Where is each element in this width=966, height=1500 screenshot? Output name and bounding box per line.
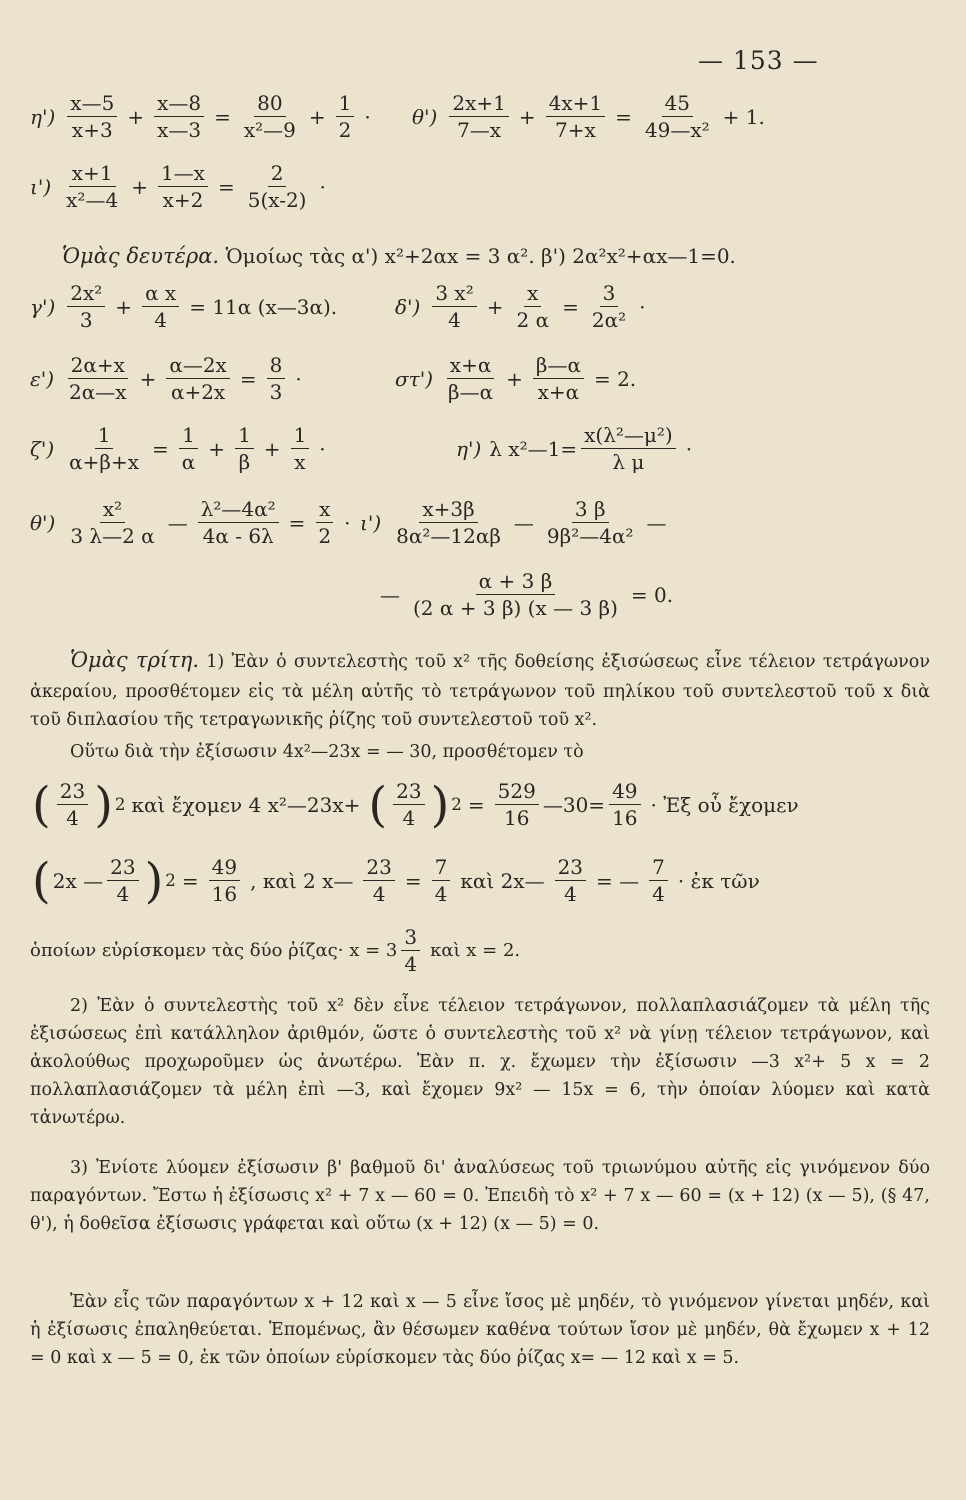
fraction: 23 4 bbox=[393, 780, 424, 829]
equation-gamma: γ') 2x² 3 + $\frac{\text{α x}}{4}$ = 11α (x—3α). bbox=[30, 281, 338, 332]
fraction: $\frac{1}{x}$ bbox=[291, 424, 310, 473]
paragraph-2: 2) Ἐὰν ὁ συντελεστὴς τοῦ x² δὲν εἶνε τέλειον τετράγωνον, πολλαπλασιάζομεν τὰ μέλη τῆς ἐξισώσεως ἐπὶ κατάλληλον ἀριθμόν, ὥστε ὁ συντελεστὴς τοῦ x² νὰ γίνῃ τέλειον τετράγωνον, καὶ ἀκολούθως προχωροῦμεν ὡς ἀνωτέρω. Ἐὰν π. χ. ἔχωμεν τὴν ἐξίσωσιν —3 x²+ 5 x = 2 πολλαπλασιάζομεν τὰ μέλη ἐπὶ —3, καὶ ἔχομεν 9x² — 15x = 6, τὴν ὁποίαν λύομεν καὶ κατὰ τἀνωτέρω. bbox=[30, 996, 930, 1128]
equation-iota-2-continued: — $\frac{\alpha + 3 \beta}{(2 \alpha + 3 \beta) (x — 3 \beta)}$ = 0. bbox=[380, 569, 674, 620]
fraction: 7 4 bbox=[649, 856, 668, 905]
fraction: $\frac{x—8}{x—3}$ bbox=[154, 92, 204, 141]
fraction: $\frac{8}{3}$ bbox=[267, 354, 286, 403]
fraction: $\frac{1—x}{x+2}$ bbox=[158, 162, 208, 211]
fraction: 2x² 3 bbox=[67, 282, 105, 331]
fraction: $\frac{\text{α x}}{4}$ bbox=[142, 282, 179, 331]
fraction: $\frac{49}{16}$ bbox=[609, 780, 640, 829]
group2-heading: Ὁμὰς δευτέρα. Ὁμοίως τὰς α') x²+2αx = 3 α². β') 2α²x²+αx—1=0. bbox=[62, 244, 736, 268]
paragraph-3: 3) Ἐνίοτε λύομεν ἐξίσωσιν β' βαθμοῦ δι' ἀναλύσεως τοῦ τριωνύμου αὐτῆς εἰς γινόμενον δύο παραγόντων. Ἔστω ἡ ἐξίσωσις x² + 7 x — 60 = 0. Ἐπειδὴ τὸ x² + 7 x — 60 = (x + 12) (x — 5), (§ 47, θ'), ἡ δοθεῖσα ἐξίσωσις γράφεται καὶ οὕτω (x + 12) (x — 5) = 0. bbox=[30, 1158, 930, 1234]
fraction: $\frac{x}{2 \alpha}$ bbox=[516, 281, 550, 332]
fraction: 23 4 bbox=[57, 780, 88, 829]
group3-paragraph-2: Οὕτω διὰ τὴν ἐξίσωσιν 4x²—23x = — 30, προσθέτομεν τὸ bbox=[70, 742, 584, 762]
worked-line-3: ὁποίων εὑρίσκομεν τὰς δύο ῥίζας· x = 3 3 4 καὶ x = 2. bbox=[30, 925, 521, 976]
paragraph-4: Ἐὰν εἷς τῶν παραγόντων x + 12 καὶ x — 5 εἶνε ἴσος μὲ μηδέν, τὸ γινόμενον γίνεται μηδέν, καὶ ἡ ἐξίσωσις ἐπαληθεύεται. Ἑπομένως, ἂν θέσωμεν καθένα τούτων ἴσον μὲ μηδέν, θὰ ἔχωμεν x + 12 = 0 καὶ x — 5 = 0, ἐκ τῶν ὁποίων εὑρίσκομεν τὰς δύο ῥίζας x= — 12 καὶ x = 5. bbox=[30, 1292, 930, 1368]
worked-line-2: ( 2x — 23 4 ) 2 = $\frac{49}{16}$ , καὶ 2 x— $\frac{23}{4}$ = $\frac{7}{4}$ καὶ 2x— $\frac{23}{4}$ = — 7 4 · ἐκ τῶν bbox=[32, 852, 760, 909]
equation-eta-2: η') λ x²—1= $\frac{\text{x(λ²—μ²)}}{\text{λ μ}}$ · bbox=[456, 423, 693, 474]
fraction: $\frac{\text{λ²—4α²}}{4\alpha - 6\lambda}$ bbox=[198, 498, 279, 547]
equation-epsilon: ε') 2α+x 2α—x + $\frac{\alpha—2x}{\alpha+2x}$ = $\frac{8}{3}$ · bbox=[30, 353, 302, 404]
equation-zeta: ζ') $\frac{1}{\alpha+\beta+x}$ = $\frac{1}{\alpha}$ + $\frac{1}{\beta}$ + $\frac{1}{x}$ · bbox=[30, 423, 326, 474]
fraction: $\frac{1}{\alpha+\beta+x}$ bbox=[69, 423, 140, 474]
fraction: x+α β—α bbox=[448, 353, 494, 404]
fraction: $\frac{23}{4}$ bbox=[555, 856, 586, 905]
fraction: $\frac{\text{x(λ²—μ²)}}{\text{λ μ}}$ bbox=[581, 424, 676, 473]
fraction: $\frac{1}{2}$ bbox=[336, 92, 355, 141]
fraction: x—5 x+3 bbox=[67, 92, 117, 141]
fraction: $\frac{4x+1}{7+x}$ bbox=[546, 92, 606, 141]
fraction: $\frac{7}{4}$ bbox=[432, 856, 451, 905]
fraction: x+3β 8α²—12αβ bbox=[396, 497, 501, 548]
fraction: $\frac{2}{5(x-2)}$ bbox=[247, 161, 307, 212]
fraction: $\frac{45}{\text{49—x²}}$ bbox=[644, 91, 710, 142]
fraction: $\frac{\beta—\alpha}{x+\alpha}$ bbox=[533, 354, 584, 403]
fraction: 3 4 bbox=[401, 926, 420, 975]
fraction: 2x+1 7—x bbox=[449, 92, 509, 141]
fraction: $\frac{\alpha + 3 \beta}{(2 \alpha + 3 \beta) (x — 3 \beta)}$ bbox=[413, 569, 618, 620]
equation-eta: η') x—5 x+3 + $\frac{x—8}{x—3}$ = $\frac{80}{\text{x²—9}}$ + $\frac{1}{2}$ · bbox=[30, 91, 371, 142]
fraction: 2α+x 2α—x bbox=[69, 353, 127, 404]
fraction: x+1 x²—4 bbox=[66, 161, 119, 212]
equation-iota: ι') x+1 x²—4 + $\frac{1—x}{x+2}$ = $\frac{2}{5(x-2)}$ · bbox=[30, 161, 326, 212]
page-number: — 153 — bbox=[698, 46, 819, 75]
fraction: x² 3 λ—2 α bbox=[70, 497, 155, 548]
fraction: $\frac{49}{16}$ bbox=[209, 856, 240, 905]
fraction: $\frac{80}{\text{x²—9}}$ bbox=[243, 91, 296, 142]
fraction: $\frac{529}{16}$ bbox=[495, 780, 539, 829]
fraction: 3 β 9β²—4α² bbox=[546, 497, 634, 548]
fraction: $\frac{\alpha—2x}{\alpha+2x}$ bbox=[166, 354, 230, 403]
fraction: 23 4 bbox=[107, 856, 138, 905]
worked-line-1: ( 23 4 ) 2 καὶ ἔχομεν 4 x²—23x+ ( 23 4 ) 2 = $\frac{529}{16}$ —30= $\frac{49}{16}$ · Ἐξ οὗ ἔχομεν bbox=[32, 776, 799, 833]
fraction: $\frac{23}{4}$ bbox=[363, 856, 394, 905]
equation-theta-2: θ') x² 3 λ—2 α — $\frac{\text{λ²—4α²}}{4\alpha - 6\lambda}$ = $\frac{x}{2}$ · bbox=[30, 497, 351, 548]
equation-stigma: στ') x+α β—α + $\frac{\beta—\alpha}{x+\alpha}$ = 2. bbox=[395, 353, 637, 404]
equation-theta: θ') 2x+1 7—x + $\frac{4x+1}{7+x}$ = $\frac{45}{\text{49—x²}}$ + 1. bbox=[412, 91, 765, 142]
fraction: 3 x² 4 bbox=[432, 282, 476, 331]
equation-delta: δ') 3 x² 4 + $\frac{x}{2 \alpha}$ = $\frac{3}{\text{2α²}}$ · bbox=[395, 281, 646, 332]
group3-paragraph-1: Ὁμὰς τρίτη. 1) Ἐὰν ὁ συντελεστὴς τοῦ x² τῆς δοθείσης ἐξισώσεως εἶνε τέλειον τετράγωνον ἀκεραίου, προσθέτομεν εἰς τὰ μέλη αὐτῆς τὸ τετράγωνον τοῦ πηλίκου τοῦ συντελεστοῦ τοῦ x διὰ τοῦ διπλασίου τῆς τετραγωνικῆς ῥίζης τοῦ συντελεστοῦ τοῦ x². bbox=[30, 648, 930, 730]
equation-iota-2: ι') x+3β 8α²—12αβ — 3 β 9β²—4α² — bbox=[360, 497, 667, 548]
fraction: $\frac{1}{\beta}$ bbox=[235, 424, 254, 473]
fraction: $\frac{1}{\alpha}$ bbox=[179, 424, 199, 473]
fraction: $\frac{3}{\text{2α²}}$ bbox=[591, 281, 627, 332]
fraction: $\frac{x}{2}$ bbox=[315, 498, 334, 547]
